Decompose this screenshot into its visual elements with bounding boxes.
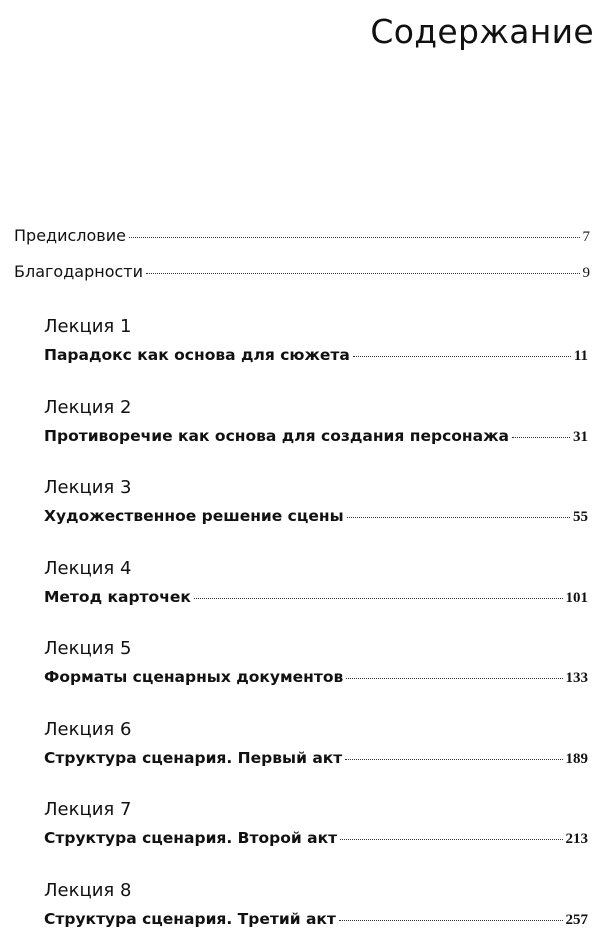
toc-page-number: 257	[565, 912, 588, 928]
toc-entry-lecture-6[interactable]	[44, 749, 588, 768]
lecture-number: Лекция 5	[44, 638, 132, 659]
dot-leader	[353, 356, 571, 357]
dot-leader	[346, 678, 562, 679]
dot-leader	[512, 437, 570, 438]
lecture-number: Лекция 2	[44, 397, 132, 418]
toc-page-number: 31	[573, 429, 588, 445]
dot-leader	[347, 517, 570, 518]
page-title: Содержание	[370, 12, 594, 51]
toc-page-number: 189	[565, 751, 588, 767]
toc-page-number: 133	[565, 670, 588, 686]
dot-leader	[146, 273, 580, 274]
toc-entry-acknowledgements[interactable]	[14, 262, 590, 282]
toc-entry-title: Предисловие	[14, 226, 126, 245]
toc-entry-lecture-4[interactable]	[44, 588, 588, 607]
toc-entry-lecture-8[interactable]	[44, 910, 588, 929]
toc-entry-title: Структура сценария. Второй акт	[44, 829, 338, 847]
lecture-number: Лекция 6	[44, 719, 132, 740]
lecture-number: Лекция 7	[44, 799, 132, 820]
lecture-number: Лекция 8	[44, 880, 132, 901]
toc-entry-title: Противоречие как основа для создания персонажа	[44, 427, 509, 445]
toc-entry-title: Парадокс как основа для сюжета	[44, 346, 350, 364]
lecture-number: Лекция 4	[44, 558, 132, 579]
lecture-number: Лекция 1	[44, 316, 132, 337]
toc-entry-title: Форматы сценарных документов	[44, 668, 344, 686]
toc-entry-title: Структура сценария. Третий акт	[44, 910, 336, 928]
toc-entry-lecture-7[interactable]	[44, 829, 588, 848]
toc-page-number: 11	[573, 348, 588, 364]
dot-leader	[129, 237, 580, 238]
toc-page-number: 213	[565, 831, 588, 847]
toc-page-number: 9	[582, 265, 590, 281]
dot-leader	[345, 759, 562, 760]
toc-entry-title: Благодарности	[14, 262, 143, 281]
toc-entry-title: Структура сценария. Первый акт	[44, 749, 343, 767]
dot-leader	[194, 598, 563, 599]
lecture-number: Лекция 3	[44, 477, 132, 498]
toc-entry-preface[interactable]	[14, 226, 590, 246]
dot-leader	[339, 920, 563, 921]
toc-page-number: 101	[565, 590, 588, 606]
toc-entry-title: Художественное решение сцены	[44, 507, 344, 525]
toc-entry-title: Метод карточек	[44, 588, 191, 606]
toc-page-number: 55	[573, 509, 588, 525]
toc-entry-lecture-2[interactable]	[44, 427, 588, 446]
toc-page-number: 7	[582, 229, 590, 245]
dot-leader	[340, 839, 562, 840]
toc-entry-lecture-1[interactable]	[44, 346, 588, 365]
toc-entry-lecture-5[interactable]	[44, 668, 588, 687]
toc-entry-lecture-3[interactable]	[44, 507, 588, 526]
